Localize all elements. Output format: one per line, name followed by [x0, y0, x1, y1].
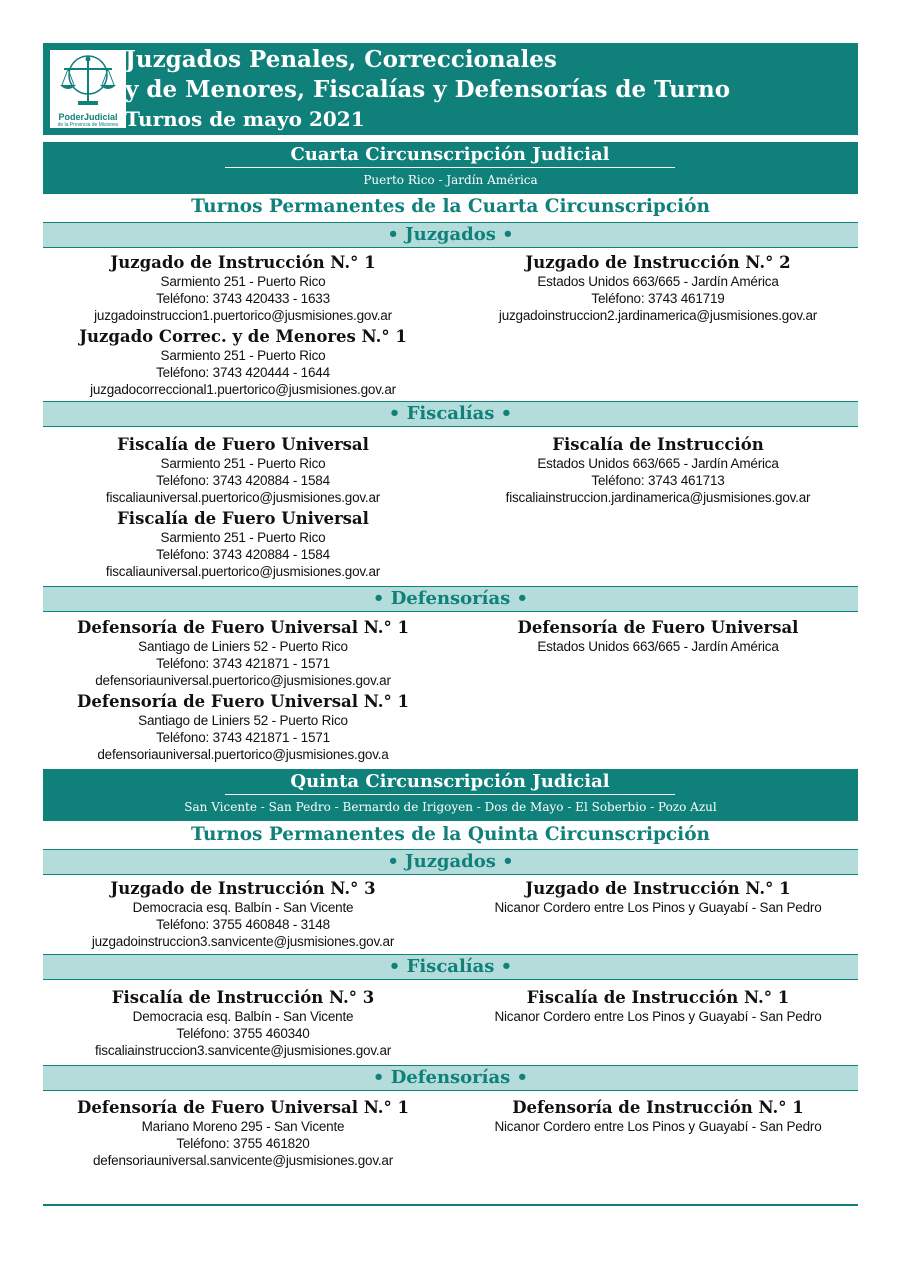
entry-email: juzgadocorreccional1.puertorico@jusmisiones.gov.ar: [90, 382, 396, 397]
entry-name: Fiscalía de Instrucción N.° 1: [526, 988, 790, 1007]
cuarta-juzgados-band: • Juzgados •: [43, 222, 858, 248]
page-title-line3: Turnos de mayo 2021: [125, 107, 365, 131]
quinta-fiscalias-band: • Fiscalías •: [43, 954, 858, 980]
entry-name: Juzgado de Instrucción N.° 1: [525, 879, 791, 898]
entry-name: Defensoría de Fuero Universal N.° 1: [77, 692, 409, 711]
cuarta-subtitle: Puerto Rico - Jardín América: [363, 173, 538, 187]
cuarta-fiscalia-entry: [33, 435, 453, 506]
cuarta-defensoria-entry: [33, 692, 453, 763]
entry-phone: Teléfono: 3743 461719: [591, 291, 725, 306]
entry-name: Juzgado de Instrucción N.° 2: [525, 253, 791, 272]
quinta-subtitle: San Vicente - San Pedro - Bernardo de Irigoyen - Dos de Mayo - El Soberbio - Pozo Azul: [184, 800, 717, 814]
entry-name: Defensoría de Fuero Universal N.° 1: [77, 618, 409, 637]
cuarta-defensoria-entry: [448, 618, 868, 655]
quinta-defensoria-entry: [448, 1098, 868, 1135]
entry-name: Fiscalía de Instrucción: [552, 435, 764, 454]
cuarta-perm-title: Turnos Permanentes de la Cuarta Circunscripción: [191, 196, 710, 217]
entry-email: fiscaliauniversal.puertorico@jusmisiones.gov.ar: [105, 490, 381, 505]
entry-email: juzgadoinstruccion1.puertorico@jusmisiones.gov.ar: [94, 308, 392, 323]
entry-address: Sarmiento 251 - Puerto Rico: [160, 530, 326, 545]
quinta-fiscalia-entry: [448, 988, 868, 1025]
cuarta-defensorias-band: • Defensorías •: [43, 586, 858, 612]
entry-name: Juzgado de Instrucción N.° 3: [110, 879, 376, 898]
entry-name: Defensoría de Instrucción N.° 1: [512, 1098, 804, 1117]
entry-address: Sarmiento 251 - Puerto Rico: [160, 274, 326, 289]
cuarta-title: Cuarta Circunscripción Judicial: [225, 144, 675, 168]
scales-of-justice-icon: [56, 53, 120, 111]
entry-address: Santiago de Liniers 52 - Puerto Rico: [138, 639, 348, 654]
entry-email: fiscaliainstruccion.jardinamerica@jusmisiones.gov.ar: [505, 490, 811, 505]
cuarta-juzgado-entry: [33, 327, 453, 398]
bottom-divider: [43, 1204, 858, 1206]
quinta-defensorias-band: • Defensorías •: [43, 1065, 858, 1091]
entry-name: Juzgado Correc. y de Menores N.° 1: [79, 327, 407, 346]
entry-address: Nicanor Cordero entre Los Pinos y Guayabí - San Pedro: [494, 1119, 822, 1134]
entry-email: juzgadoinstruccion3.sanvicente@jusmisiones.gov.ar: [91, 934, 395, 949]
entry-email: defensoriauniversal.sanvicente@jusmisiones.gov.ar: [92, 1153, 394, 1168]
entry-address: Sarmiento 251 - Puerto Rico: [160, 348, 326, 363]
logo-text: PoderJudicial: [58, 112, 118, 122]
quinta-title: Quinta Circunscripción Judicial: [225, 771, 675, 795]
entry-address: Mariano Moreno 295 - San Vicente: [141, 1119, 345, 1134]
quinta-defensoria-entry: [33, 1098, 453, 1169]
entry-phone: Teléfono: 3755 460848 - 3148: [156, 917, 330, 932]
logo-subtext: de la Provincia de Misiones: [57, 122, 119, 128]
quinta-juzgados-band: • Juzgados •: [43, 849, 858, 875]
cuarta-fiscalia-entry: [33, 509, 453, 580]
entry-email: defensoriauniversal.puertorico@jusmisiones.gov.a: [97, 747, 389, 762]
entry-address: Estados Unidos 663/665 - Jardín América: [537, 456, 779, 471]
entry-name: Defensoría de Fuero Universal N.° 1: [77, 1098, 409, 1117]
entry-name: Defensoría de Fuero Universal: [517, 618, 799, 637]
quinta-juzgado-entry: [448, 879, 868, 916]
entry-email: defensoriauniversal.puertorico@jusmisiones.gov.ar: [95, 673, 391, 688]
header-banner: [43, 43, 858, 135]
cuarta-circunscripcion-band: [43, 142, 858, 194]
cuarta-defensoria-entry: [33, 618, 453, 689]
entry-address: Estados Unidos 663/665 - Jardín América: [537, 639, 779, 654]
entry-phone: Teléfono: 3755 461820: [176, 1136, 310, 1151]
entry-name: Juzgado de Instrucción N.° 1: [110, 253, 376, 272]
poder-judicial-logo: [48, 48, 128, 130]
page-title-line2: y de Menores, Fiscalías y Defensorías de Turno: [125, 76, 731, 103]
cuarta-juzgado-entry: [33, 253, 453, 324]
entry-address: Nicanor Cordero entre Los Pinos y Guayabí - San Pedro: [494, 1009, 822, 1024]
entry-email: juzgadoinstruccion2.jardinamerica@jusmisiones.gov.ar: [498, 308, 818, 323]
entry-email: fiscaliainstruccion3.sanvicente@jusmisiones.gov.ar: [94, 1043, 392, 1058]
quinta-juzgado-entry: [33, 879, 453, 950]
entry-address: Sarmiento 251 - Puerto Rico: [160, 456, 326, 471]
entry-phone: Teléfono: 3743 421871 - 1571: [156, 730, 330, 745]
cuarta-juzgado-entry: [448, 253, 868, 324]
quinta-fiscalia-entry: [33, 988, 453, 1059]
entry-address: Nicanor Cordero entre Los Pinos y Guayabí - San Pedro: [494, 900, 822, 915]
entry-phone: Teléfono: 3743 420433 - 1633: [156, 291, 330, 306]
cuarta-fiscalia-entry: [448, 435, 868, 506]
entry-address: Democracia esq. Balbín - San Vicente: [132, 900, 354, 915]
entry-phone: Teléfono: 3743 461713: [591, 473, 725, 488]
entry-phone: Teléfono: 3743 420884 - 1584: [156, 547, 330, 562]
entry-phone: Teléfono: 3755 460340: [176, 1026, 310, 1041]
entry-phone: Teléfono: 3743 420444 - 1644: [156, 365, 330, 380]
quinta-perm-title: Turnos Permanentes de la Quinta Circunscripción: [190, 824, 710, 845]
entry-address: Estados Unidos 663/665 - Jardín América: [537, 274, 779, 289]
entry-name: Fiscalía de Fuero Universal: [117, 435, 369, 454]
entry-name: Fiscalía de Instrucción N.° 3: [111, 988, 375, 1007]
entry-name: Fiscalía de Fuero Universal: [117, 509, 369, 528]
cuarta-fiscalias-band: • Fiscalías •: [43, 401, 858, 427]
entry-email: fiscaliauniversal.puertorico@jusmisiones.gov.ar: [105, 564, 381, 579]
quinta-circunscripcion-band: [43, 769, 858, 821]
entry-address: Democracia esq. Balbín - San Vicente: [132, 1009, 354, 1024]
entry-address: Santiago de Liniers 52 - Puerto Rico: [138, 713, 348, 728]
entry-phone: Teléfono: 3743 420884 - 1584: [156, 473, 330, 488]
page-title-line1: Juzgados Penales, Correccionales: [125, 46, 557, 73]
entry-phone: Teléfono: 3743 421871 - 1571: [156, 656, 330, 671]
